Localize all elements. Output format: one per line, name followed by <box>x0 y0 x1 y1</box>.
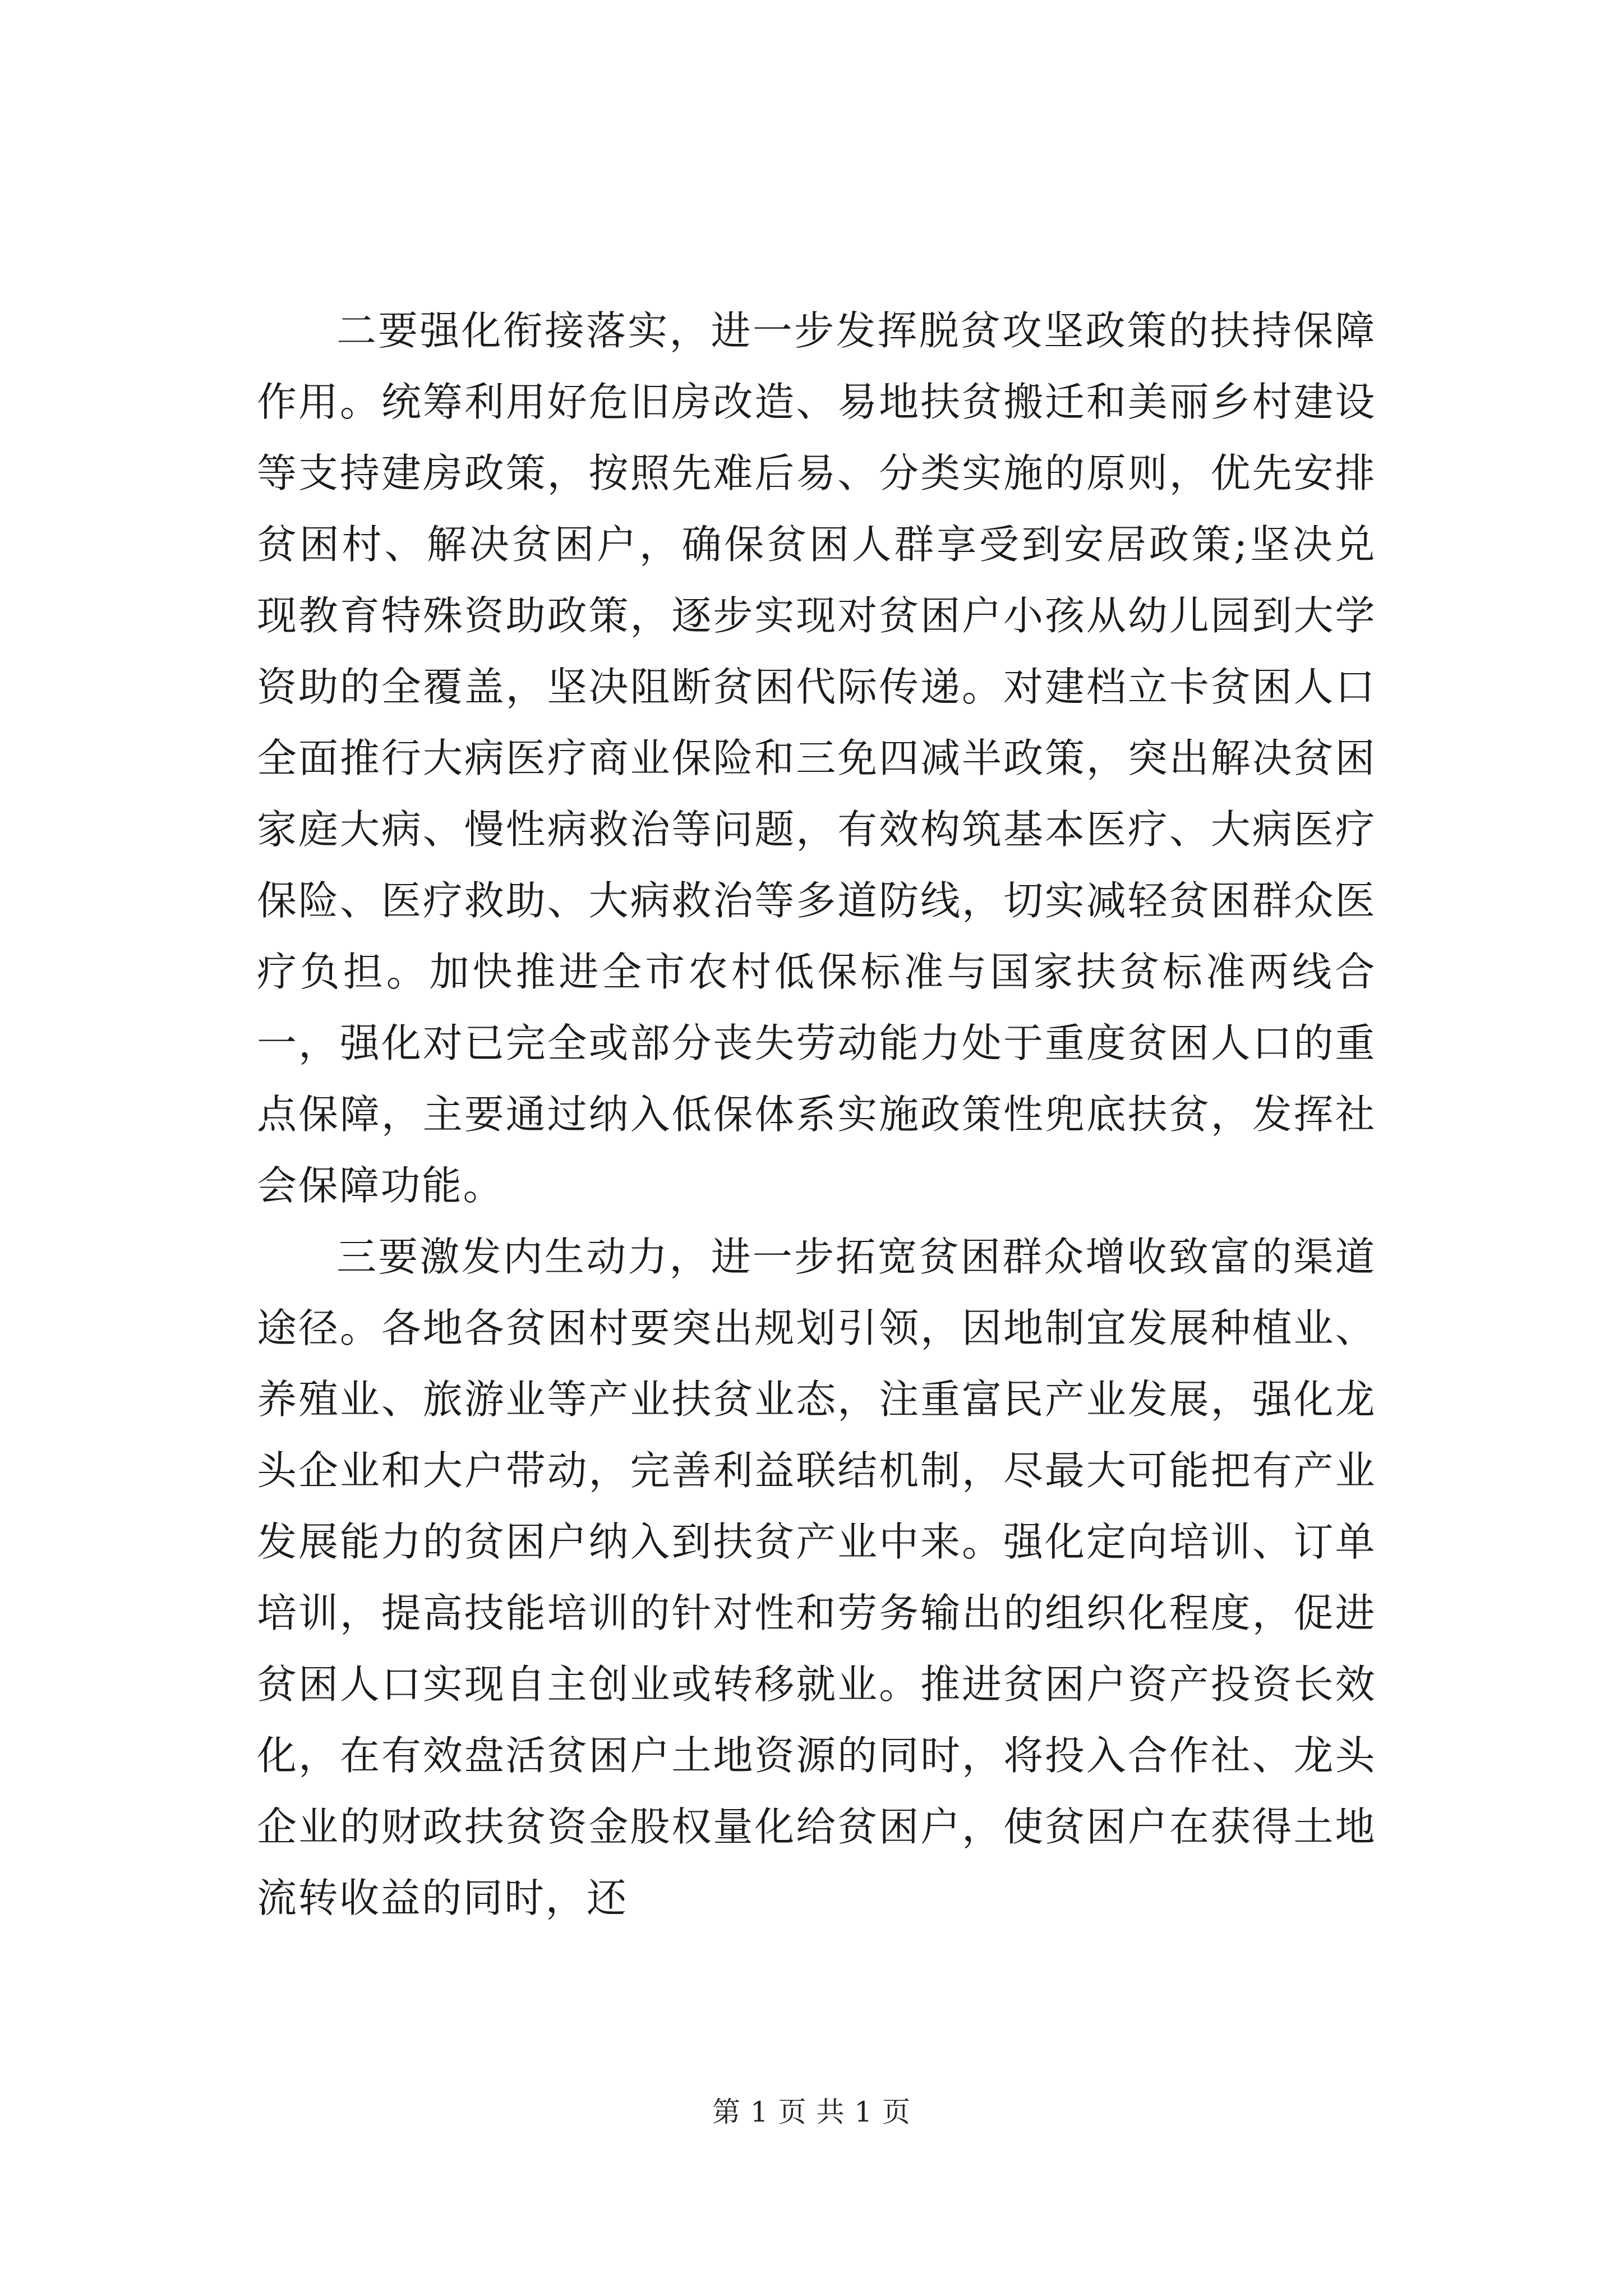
document-body <box>257 295 1376 1934</box>
paragraph-internal-motivation: 三要激发内生动力，进一步拓宽贫困群众增收致富的渠道途径。各地各贫困村要突出规划引领，因地制宜发展种植业、养殖业、旅游业等产业扶贫业态，注重富民产业发展，强化龙头企业和大户带动，完善利益联结机制，尽最大可能把有产业发展能力的贫困户纳入到扶贫产业中来。强化定向培训、订单培训，提高技能培训的针对性和劳务输出的组织化程度，促进贫困人口实现自主创业或转移就业。推进贫困户资产投资长效化，在有效盘活贫困户土地资源的同时，将投入合作社、龙头企业的财政扶贫资金股权量化给贫困户，使贫困户在获得土地流转收益的同时，还 <box>257 1234 1376 1921</box>
page-number-footer: 第 1 页 共 1 页 <box>712 2096 911 2128</box>
paragraph-policy-support: 二要强化衔接落实，进一步发挥脱贫攻坚政策的扶持保障作用。统筹利用好危旧房改造、易地扶贫搬迁和美丽乡村建设等支持建房政策，按照先难后易、分类实施的原则，优先安排贫困村、解决贫困户，确保贫困人群享受到安居政策;坚决兑现教育特殊资助政策，逐步实现对贫困户小孩从幼儿园到大学资助的全覆盖，坚决阻断贫困代际传递。对建档立卡贫困人口全面推行大病医疗商业保险和三免四减半政策，突出解决贫困家庭大病、慢性病救治等问题，有效构筑基本医疗、大病医疗保险、医疗救助、大病救治等多道防线，切实减轻贫困群众医疗负担。加快推进全市农村低保标准与国家扶贫标准两线合一，强化对已完全或部分丧失劳动能力处于重度贫困人口的重点保障，主要通过纳入低保体系实施政策性兜底扶贫，发挥社会保障功能。 <box>257 307 1376 1209</box>
